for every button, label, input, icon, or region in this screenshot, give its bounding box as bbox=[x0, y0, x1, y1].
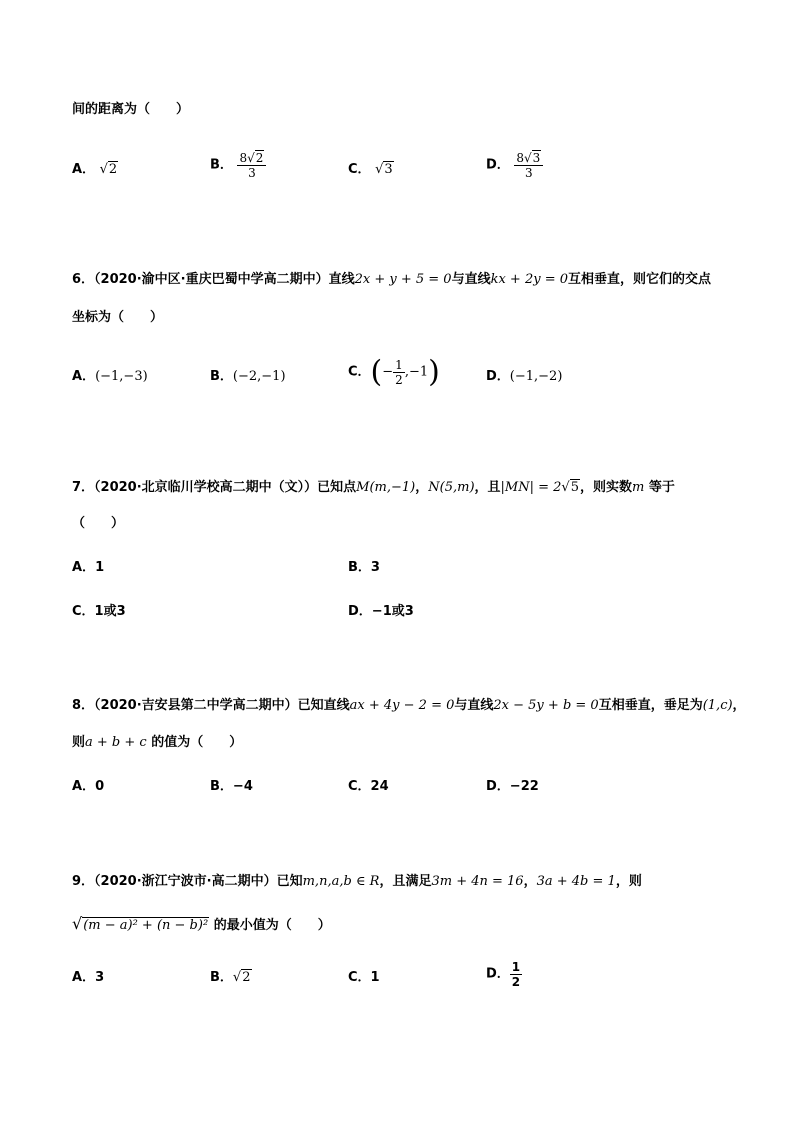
q8-option-d: D．−22 bbox=[486, 779, 539, 794]
q7-option-c: C．1或3 bbox=[72, 604, 126, 619]
option-label: C． bbox=[348, 364, 371, 380]
fraction: $\frac{1}{2}$ bbox=[511, 960, 521, 989]
q9-option-b bbox=[210, 968, 252, 988]
q9-option-a: A．3 bbox=[72, 970, 105, 985]
option-label: A． bbox=[72, 162, 96, 177]
q9-stem-line2: √(m − a)² + (n − b)² 的最小值为（ ） bbox=[72, 914, 331, 936]
q5-option-d bbox=[486, 151, 543, 180]
q7-stem-line2: （ ） bbox=[72, 516, 125, 531]
q6-option-b: B．(−2,−1) bbox=[210, 369, 286, 384]
fraction: $\frac{8√3}{3}$ bbox=[514, 151, 543, 180]
option-label: C． bbox=[348, 779, 371, 794]
option-label: A． bbox=[72, 970, 96, 985]
option-label: B． bbox=[210, 157, 233, 173]
variable-set: m,n,a,b ∈ R bbox=[302, 874, 380, 889]
fraction: $\frac{8√2}{3}$ bbox=[237, 151, 266, 180]
point-n: N(5,m) bbox=[428, 480, 475, 495]
option-label: D． bbox=[486, 966, 510, 982]
sqrt-expression: √5 bbox=[561, 480, 579, 495]
option-label: A． bbox=[72, 369, 96, 384]
option-label: D． bbox=[348, 604, 372, 619]
option-label: C． bbox=[348, 970, 371, 985]
q5-option-a bbox=[72, 160, 118, 180]
foot-point: (1,c) bbox=[702, 698, 733, 713]
sqrt-expression: √2 bbox=[232, 970, 251, 985]
fraction: $\frac{1}{2}$ bbox=[395, 358, 403, 387]
equation: 3m + 4n = 16 bbox=[431, 874, 524, 889]
option-label: C． bbox=[72, 604, 95, 619]
q6-stem-line2: 坐标为（ ） bbox=[72, 310, 164, 325]
q7-stem: 7．（2020·北京临川学校高二期中（文））已知点M(m,−1)，N(5,m)，且|MN| = 2√5，则实数m 等于 bbox=[72, 478, 675, 498]
option-label: D． bbox=[486, 157, 510, 173]
sqrt-expression: √2 bbox=[99, 162, 118, 177]
equation: 3a + 4b = 1 bbox=[536, 874, 616, 889]
option-label: A． bbox=[72, 779, 96, 794]
point-m: M(m,−1) bbox=[356, 480, 416, 495]
option-label: B． bbox=[348, 560, 371, 575]
sqrt-expression: √(m − a)² + (n − b)² bbox=[72, 914, 209, 933]
q6-option-a: A．(−1,−3) bbox=[72, 369, 148, 384]
equation: 2x − 5y + b = 0 bbox=[493, 698, 599, 713]
q6-option-c: C．(− $\frac{1}{2}$ ,−1) bbox=[348, 354, 440, 390]
option-label: B． bbox=[210, 970, 233, 985]
q6-stem: 6．（2020·渝中区·重庆巴蜀中学高二期中）直线2x + y + 5 = 0与直线kx + 2y = 0互相垂直，则它们的交点 bbox=[72, 272, 712, 287]
option-label: D． bbox=[486, 779, 510, 794]
option-label: C． bbox=[348, 162, 371, 177]
equation: 2x + y + 5 = 0 bbox=[354, 272, 452, 287]
q7-option-d: D．−1或3 bbox=[348, 604, 414, 619]
option-label: D． bbox=[486, 369, 510, 384]
equation: kx + 2y = 0 bbox=[490, 272, 569, 287]
option-label: B． bbox=[210, 779, 233, 794]
q8-stem: 8．（2020·吉安县第二中学高二期中）已知直线ax + 4y − 2 = 0与直线2x − 5y + b = 0互相垂直，垂足为(1,c)， bbox=[72, 698, 746, 713]
q9-stem: 9．（2020·浙江宁波市·高二期中）已知m,n,a,b ∈ R，且满足3m + 4n = 16，3a + 4b = 1，则 bbox=[72, 874, 642, 889]
option-label: A． bbox=[72, 560, 96, 575]
equation: ax + 4y − 2 = 0 bbox=[349, 698, 455, 713]
q6-option-d: D．(−1,−2) bbox=[486, 369, 563, 384]
q5-stem-tail: 间的距离为（ ） bbox=[72, 102, 190, 117]
option-label: B． bbox=[210, 369, 233, 384]
q5-option-b bbox=[210, 151, 266, 180]
q9-option-c: C．1 bbox=[348, 970, 380, 985]
q5-option-c bbox=[348, 160, 394, 180]
sum-expression: a + b + c bbox=[85, 735, 147, 750]
distance-expression: |MN| = 2 bbox=[500, 480, 562, 495]
q8-stem-line2: 则a + b + c 的值为（ ） bbox=[72, 735, 243, 750]
q7-option-a: A．1 bbox=[72, 560, 105, 575]
q8-option-a: A．0 bbox=[72, 779, 105, 794]
q9-option-d bbox=[486, 960, 522, 989]
q8-option-b: B．−4 bbox=[210, 779, 253, 794]
sqrt-expression: √3 bbox=[375, 162, 393, 177]
q7-option-b: B．3 bbox=[348, 560, 380, 575]
q8-option-c: C．24 bbox=[348, 779, 389, 794]
